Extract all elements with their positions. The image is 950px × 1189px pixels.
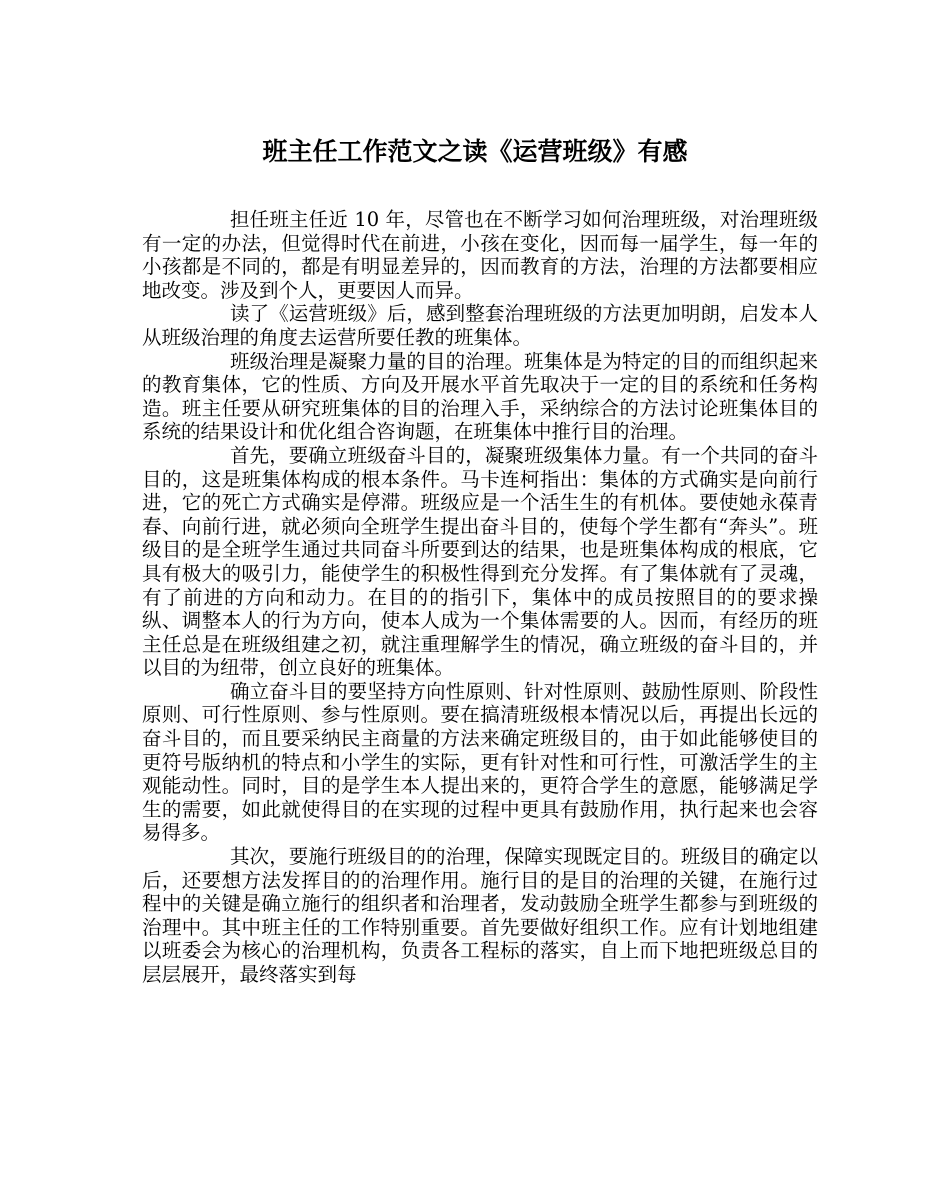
paragraph: 担任班主任近 10 年，尽管也在不断学习如何治理班级，对治理班级有一定的办法，但觉得时代在前进，小孩在变化，因而每一届学生，每一年的小孩都是不同的，都是有明显差异的，因而教育的方法，治理的方法都要相应地改变。涉及到个人，更要因人而异。 (142, 208, 818, 302)
paragraph: 其次，要施行班级目的的治理，保障实现既定目的。班级目的确定以后，还要想方法发挥目的的治理作用。施行目的是目的治理的关键，在施行过程中的关键是确立施行的组织者和治理者，发动鼓励全班学生都参与到班级的治理中。其中班主任的工作特别重要。首先要做好组织工作。应有计划地组建以班委会为核心的治理机构，负责各工程标的落实，自上而下地把班级总目的层层展开，最终落实到每 (142, 845, 818, 986)
paragraph: 确立奋斗目的要坚持方向性原则、针对性原则、鼓励性原则、阶段性原则、可行性原则、参与性原则。要在搞清班级根本情况以后，再提出长远的奋斗目的，而且要采纳民主商量的方法来确定班级目的，由于如此能够使目的更符号版纳机的特点和小学生的实际，更有针对性和可行性，可激活学生的主观能动性。同时，目的是学生本人提出来的，更符合学生的意愿，能够满足学生的需要，如此就使得目的在实现的过程中更具有鼓励作用，执行起来也会容易得多。 (142, 679, 818, 845)
document-body (142, 208, 818, 987)
paragraph: 班级治理是凝聚力量的目的治理。班集体是为特定的目的而组织起来的教育集体，它的性质、方向及开展水平首先取决于一定的目的系统和任务构造。班主任要从研究班集体的目的治理入手，采纳综合的方法讨论班集体目的系统的结果设计和优化组合咨询题，在班集体中推行目的治理。 (142, 349, 818, 444)
paragraph: 读了《运营班级》后，感到整套治理班级的方法更加明朗，启发本人从班级治理的角度去运营所要任教的班集体。 (142, 302, 818, 349)
document-title: 班主任工作范文之读《运营班级》有感 (262, 137, 688, 166)
paragraph: 首先，要确立班级奋斗目的，凝聚班级集体力量。有一个共同的奋斗目的，这是班集体构成的根本条件。马卡连柯指出：集体的方式确实是向前行进，它的死亡方式确实是停滞。班级应是一个活生生的有机体。要使她永葆青春、向前行进，就必须向全班学生提出奋斗目的，使每个学生都有“奔头”。班级目的是全班学生通过共同奋斗所要到达的结果，也是班集体构成的根底，它具有极大的吸引力，能使学生的积极性得到充分发挥。有了集体就有了灵魂，有了前进的方向和动力。在目的的指引下，集体中的成员按照目的的要求操纵、调整本人的行为方向，使本人成为一个集体需要的人。因而，有经历的班主任总是在班级组建之初，就注重理解学生的情况，确立班级的奋斗目的，并以目的为纽带，创立良好的班集体。 (142, 443, 818, 680)
